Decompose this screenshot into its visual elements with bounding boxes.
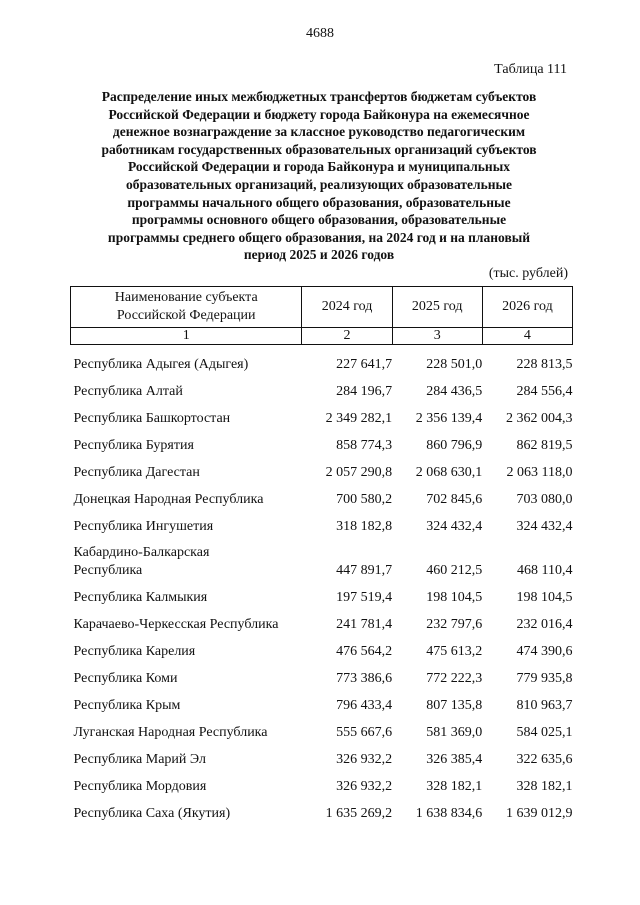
- value-2025: 2 356 139,4: [415, 410, 483, 426]
- value-2026: 232 016,4: [516, 616, 573, 632]
- value-2025: 1 638 834,6: [415, 805, 483, 821]
- subject-name-cell: [71, 742, 302, 769]
- value-2025: 198 104,5: [426, 589, 483, 605]
- value-2026: 322 635,6: [516, 751, 573, 767]
- value-2024: 197 519,4: [336, 589, 393, 605]
- table-row: [71, 428, 573, 455]
- subject-name: Республика Дагестан: [73, 464, 200, 480]
- column-number-row: [71, 328, 573, 345]
- column-number: 2: [302, 328, 392, 345]
- table-row: [71, 455, 573, 482]
- subject-name-cell: [71, 536, 302, 580]
- units-label: (тыс. рублей): [488, 266, 568, 281]
- value-2026: 1 639 012,9: [506, 805, 573, 821]
- value-2025: 772 222,3: [426, 670, 483, 686]
- title-line: образовательных организаций, реализующих образовательные: [125, 176, 513, 192]
- subject-name: Кабардино-Балкарская: [73, 544, 210, 560]
- value-2026: 198 104,5: [516, 589, 573, 605]
- subject-name-cell: [71, 482, 302, 509]
- value-2026: 810 963,7: [516, 697, 573, 713]
- table-row: [71, 536, 573, 580]
- subject-name: Республика Карелия: [73, 643, 196, 659]
- table-body: [71, 345, 573, 823]
- subject-name: Республика Калмыкия: [73, 589, 208, 605]
- table-row: [71, 401, 573, 428]
- subject-name-cell: [71, 374, 302, 401]
- subject-name: Республика Башкортостан: [73, 410, 231, 426]
- value-2025: 324 432,4: [426, 518, 483, 534]
- subject-name-cell: [71, 688, 302, 715]
- title-line: программы среднего общего образования, на 2024 год и на плановый: [107, 229, 531, 245]
- subject-name-cell: [71, 715, 302, 742]
- value-2025: 807 135,8: [426, 697, 483, 713]
- subject-name-cell: [71, 345, 302, 374]
- value-2026: 468 110,4: [517, 562, 573, 578]
- header-2026: 2026 год: [482, 287, 572, 328]
- title-line: период 2025 и 2026 годов: [243, 247, 395, 263]
- column-number: 3: [392, 328, 482, 345]
- subject-name-cell: [71, 634, 302, 661]
- table-row: [71, 769, 573, 796]
- value-2024: 318 182,8: [336, 518, 393, 534]
- value-2026: 328 182,1: [516, 778, 573, 794]
- subject-name: Республика Мордовия: [73, 778, 207, 794]
- column-number: 4: [482, 328, 572, 345]
- value-2026: 703 080,0: [516, 491, 573, 507]
- table-label: Таблица 111: [494, 62, 567, 77]
- subject-name-cell: [71, 580, 302, 607]
- value-2024: 700 580,2: [336, 491, 393, 507]
- table-header-row: [71, 287, 573, 328]
- title-line: работникам государственных образовательных организаций субъектов: [101, 141, 537, 157]
- table-row: [71, 374, 573, 401]
- subject-name-cell: [71, 455, 302, 482]
- value-2026: 228 813,5: [516, 356, 573, 372]
- title-line: денежное вознаграждение за классное руководство педагогическим: [112, 124, 526, 140]
- subject-name: Республика Коми: [73, 670, 178, 686]
- value-2026: 584 025,1: [516, 724, 573, 740]
- subject-name: Республика Марий Эл: [73, 751, 206, 767]
- value-2024: 241 781,4: [336, 616, 393, 632]
- column-number: 1: [71, 328, 302, 345]
- subject-name: Республика Ингушетия: [73, 518, 214, 534]
- value-2024: 284 196,7: [336, 383, 393, 399]
- subject-name: Донецкая Народная Республика: [73, 491, 264, 507]
- transfers-table: [70, 286, 573, 823]
- subject-name-cell: [71, 661, 302, 688]
- value-2025: 328 182,1: [426, 778, 483, 794]
- value-2024: 796 433,4: [336, 697, 393, 713]
- subject-name: Луганская Народная Республика: [73, 724, 268, 740]
- table-row: [71, 742, 573, 769]
- value-2025: 581 369,0: [426, 724, 483, 740]
- value-2026: 862 819,5: [516, 437, 573, 453]
- subject-name: Республика Крым: [73, 697, 181, 713]
- value-2025: 232 797,6: [426, 616, 483, 632]
- table-row: [71, 796, 573, 823]
- value-2024: 773 386,6: [336, 670, 393, 686]
- value-2024: 476 564,2: [336, 643, 393, 659]
- page-number: 4688: [306, 26, 334, 41]
- value-2025: 860 796,9: [426, 437, 483, 453]
- value-2024: 555 667,6: [336, 724, 393, 740]
- table-row: [71, 580, 573, 607]
- subject-name-cell: [71, 769, 302, 796]
- subject-name: Республика Саха (Якутия): [73, 805, 231, 821]
- header-subject-name: [71, 287, 302, 328]
- document-title: [64, 88, 574, 264]
- title-line: Российской Федерации и бюджету города Байконура на ежемесячное: [108, 106, 530, 122]
- table-row: [71, 661, 573, 688]
- table-row: [71, 688, 573, 715]
- value-2025: 702 845,6: [426, 491, 483, 507]
- header-2024: 2024 год: [302, 287, 392, 328]
- subject-name-cell: [71, 428, 302, 455]
- table-row: [71, 509, 573, 536]
- value-2025: 228 501,0: [426, 356, 483, 372]
- value-2026: 2 063 118,0: [506, 464, 573, 480]
- subject-name-cell: [71, 509, 302, 536]
- table-row: [71, 345, 573, 374]
- subject-name-cell: [71, 401, 302, 428]
- subject-name-cell: [71, 607, 302, 634]
- value-2026: 779 935,8: [516, 670, 573, 686]
- table-row: [71, 607, 573, 634]
- value-2024: 227 641,7: [336, 356, 393, 372]
- value-2024: 326 932,2: [336, 751, 393, 767]
- value-2025: 284 436,5: [426, 383, 483, 399]
- value-2024: 1 635 269,2: [325, 805, 393, 821]
- subject-name-cell: [71, 796, 302, 823]
- title-line: программы начального общего образования, образовательные: [127, 194, 511, 210]
- value-2024: 326 932,2: [336, 778, 393, 794]
- table-row: [71, 482, 573, 509]
- subject-name: Республика Бурятия: [73, 437, 194, 453]
- title-line: программы основного общего образования, образовательные: [131, 212, 507, 228]
- value-2024: 447 891,7: [336, 562, 393, 578]
- value-2024: 2 349 282,1: [325, 410, 393, 426]
- subject-name-continued: Республика: [73, 562, 143, 578]
- table-row: [71, 634, 573, 661]
- value-2025: 475 613,2: [426, 643, 483, 659]
- title-line: Российской Федерации и города Байконура и муниципальных: [127, 159, 511, 175]
- subject-name: Карачаево-Черкесская Республика: [73, 616, 279, 632]
- value-2026: 284 556,4: [516, 383, 573, 399]
- header-2025: 2025 год: [392, 287, 482, 328]
- value-2026: 474 390,6: [516, 643, 573, 659]
- value-2026: 2 362 004,3: [506, 410, 573, 426]
- value-2025: 326 385,4: [426, 751, 483, 767]
- title-line: Распределение иных межбюджетных трансфертов бюджетам субъектов: [101, 89, 537, 104]
- table-row: [71, 715, 573, 742]
- header-subject-name-line: Российской Федерации: [116, 308, 256, 323]
- subject-name: Республика Адыгея (Адыгея): [73, 356, 249, 372]
- value-2026: 324 432,4: [516, 518, 573, 534]
- value-2024: 858 774,3: [336, 437, 393, 453]
- subject-name: Республика Алтай: [73, 383, 183, 399]
- value-2025: 2 068 630,1: [415, 464, 483, 480]
- value-2025: 460 212,5: [426, 562, 483, 578]
- value-2024: 2 057 290,8: [325, 464, 393, 480]
- header-subject-name-line: Наименование субъекта: [114, 290, 258, 305]
